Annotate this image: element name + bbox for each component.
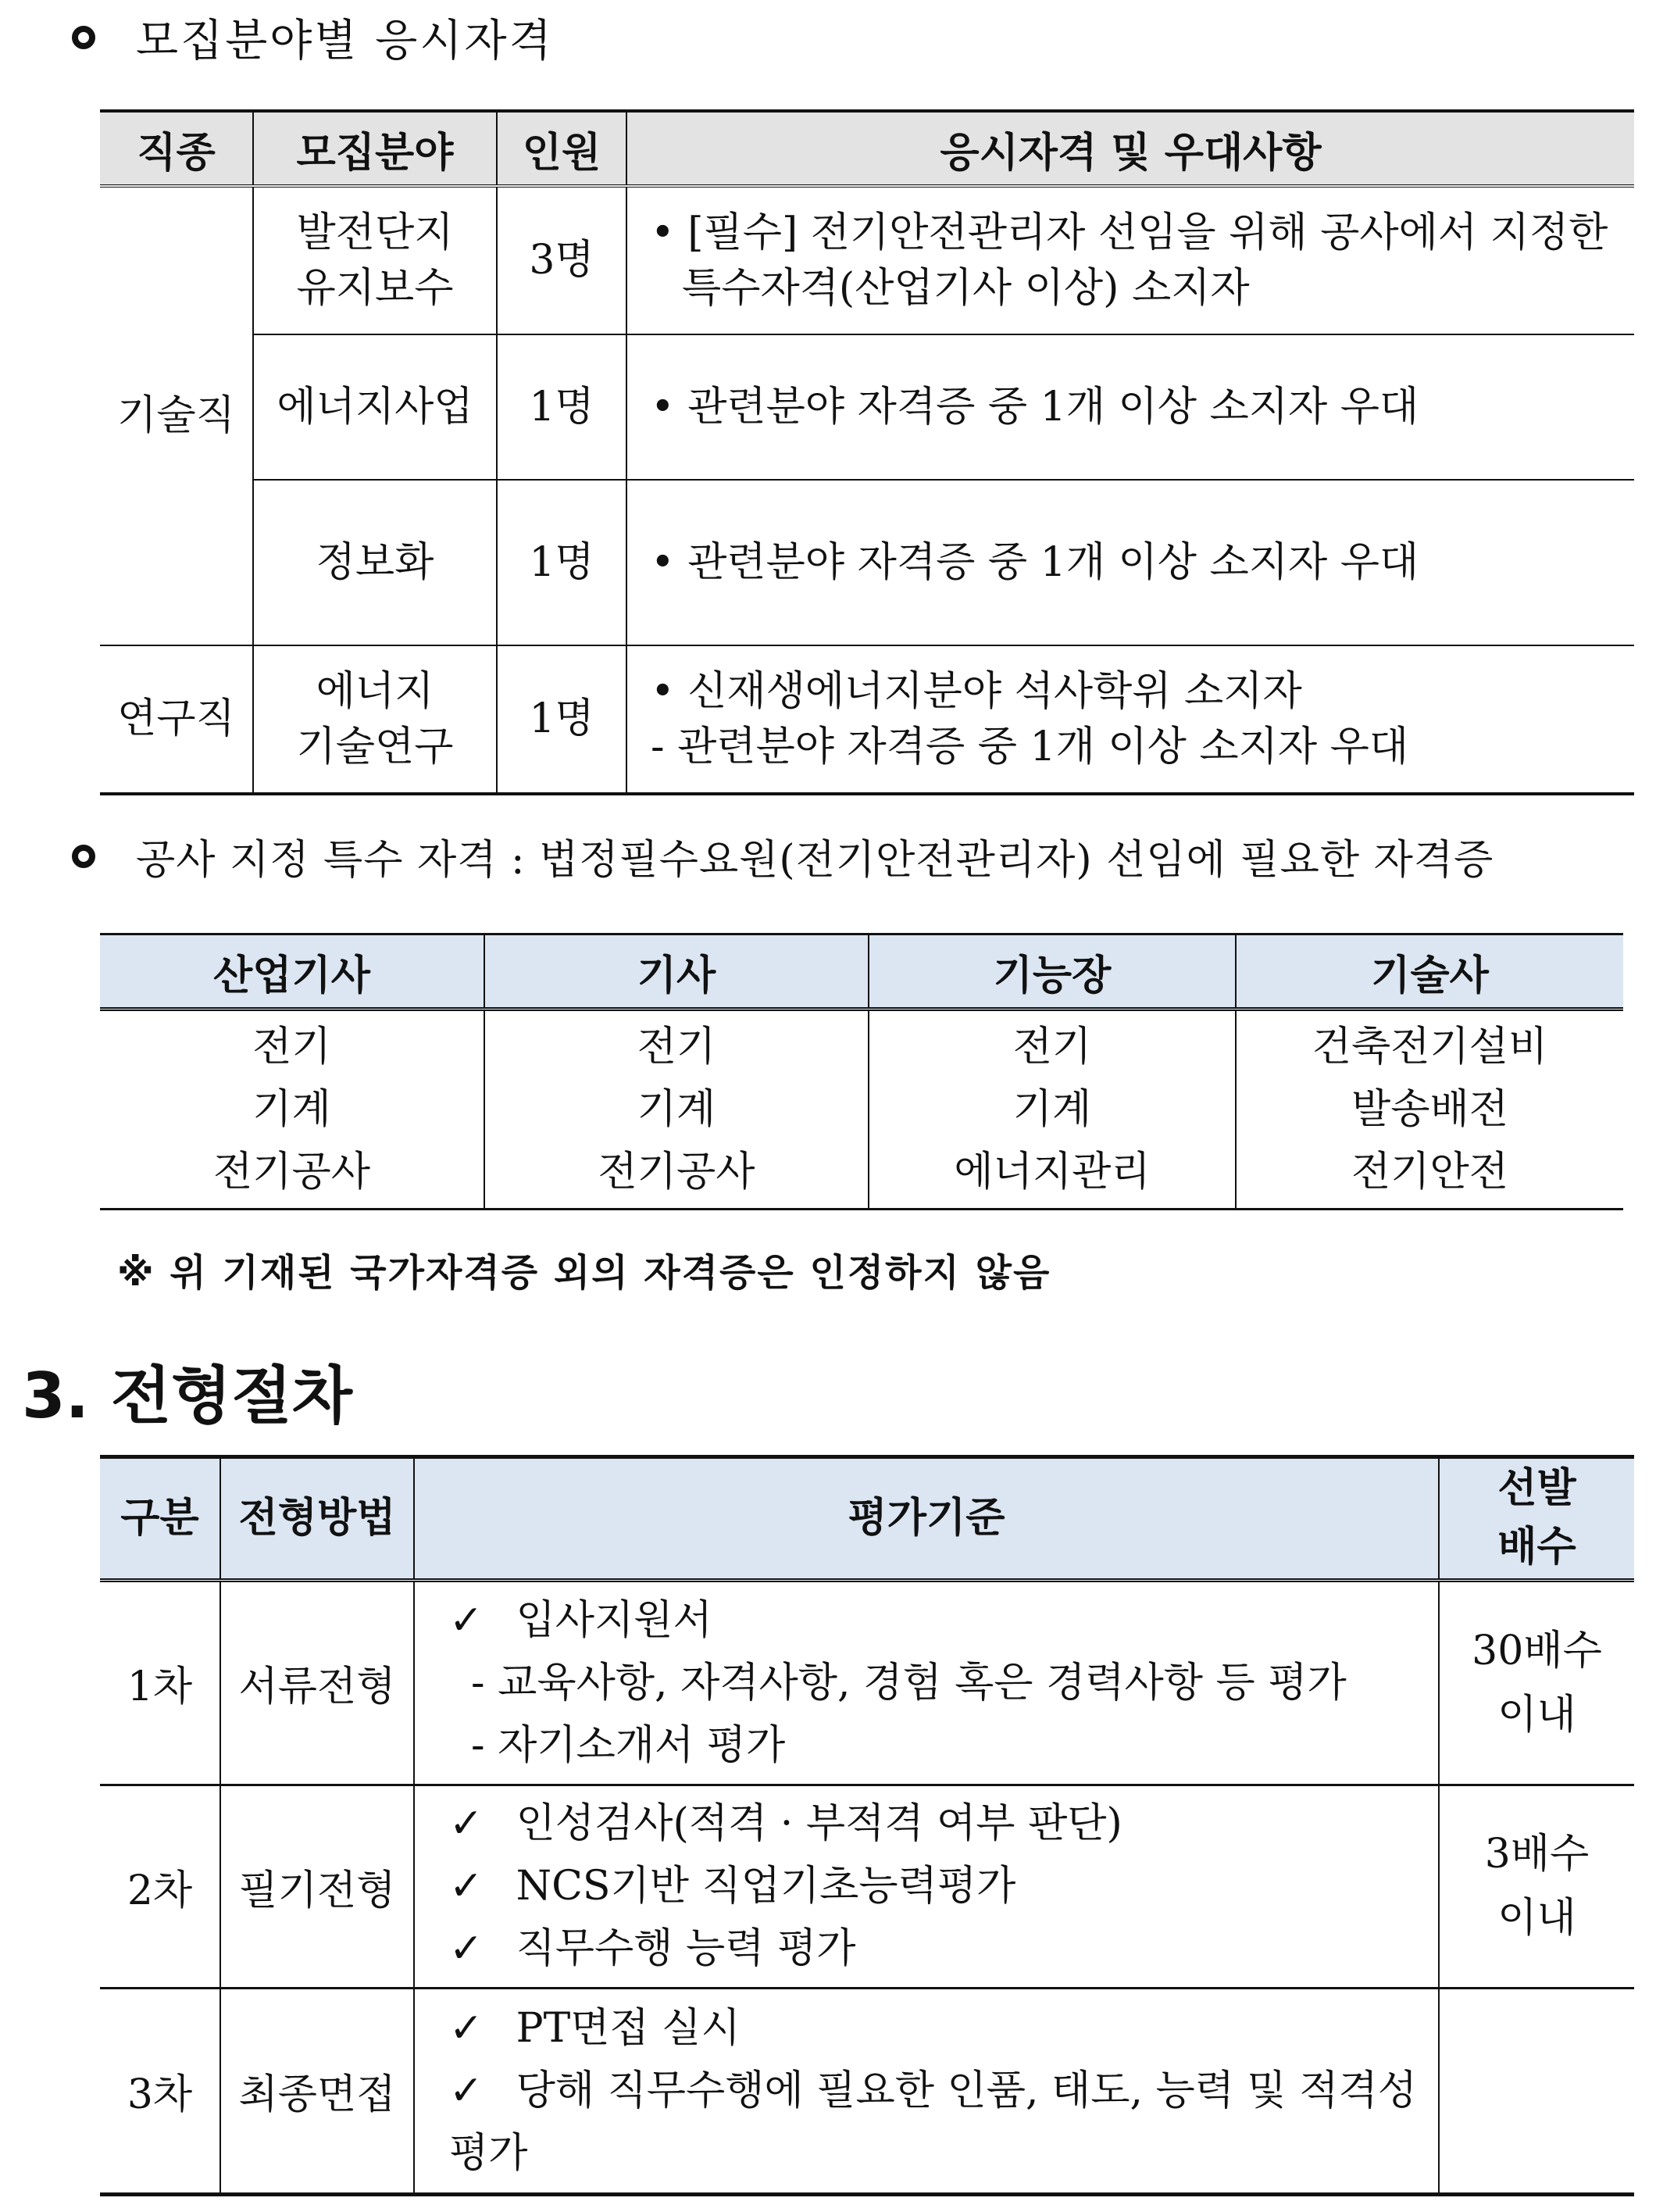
eligibility-header-row — [100, 111, 1634, 186]
list-item: 전기공사 — [598, 1149, 755, 1195]
table-row — [100, 480, 1634, 645]
header-professional-engineer: 기술사 — [1236, 934, 1623, 1010]
checkmark-icon: ✓ — [449, 2067, 484, 2114]
stage-cell: 2차 — [100, 1785, 220, 1988]
list-item: 전기공사 — [213, 1149, 370, 1195]
method-cell: 최종면접 — [220, 1988, 414, 2194]
circle-bullet-icon — [72, 845, 95, 868]
ratio-line: 3배수 — [1484, 1831, 1590, 1878]
field-cell: 에너지사업 — [253, 334, 497, 480]
stage-cell: 3차 — [100, 1988, 220, 2194]
criteria-text: NCS기반 직업기초능력평가 — [516, 1863, 1016, 1910]
certification-note: ※ 위 기재된 국가자격증 외의 자격증은 인정하지 않음 — [117, 1251, 1051, 1295]
ratio-cell — [1439, 1785, 1634, 1988]
field-line: 기술연구 — [296, 723, 454, 770]
list-item: 기계 — [1012, 1086, 1092, 1133]
qual-cell — [626, 186, 1634, 334]
method-cell: 필기전형 — [220, 1785, 414, 1988]
checkmark-icon: ✓ — [449, 1800, 484, 1848]
qual-line: • 신재생에너지분야 석사학위 소지자 — [651, 668, 1302, 716]
cert-column — [100, 1010, 484, 1210]
ratio-cell — [1439, 1988, 1634, 2194]
header-stage: 구분 — [100, 1457, 220, 1581]
count-cell: 3명 — [497, 186, 626, 334]
field-line: 유지보수 — [296, 264, 454, 312]
criteria-line — [449, 1652, 1437, 1714]
criteria-line — [449, 1589, 1437, 1652]
field-line: 발전단지 — [296, 209, 454, 257]
job-research: 연구직 — [100, 645, 253, 794]
criteria-text: 자기소개서 평가 — [498, 1721, 786, 1769]
criteria-text: 입사지원서 — [516, 1596, 712, 1644]
list-item: 발송배전 — [1351, 1086, 1508, 1133]
count-cell: 1명 — [497, 645, 626, 794]
circle-bullet-icon — [72, 26, 95, 49]
qual-line: - 관련분야 자격증 중 1개 이상 소지자 우대 — [651, 723, 1409, 770]
criteria-line — [449, 2060, 1437, 2185]
count-cell: 1명 — [497, 480, 626, 645]
list-item: 에너지관리 — [954, 1149, 1151, 1195]
header-engineer: 기사 — [484, 934, 869, 1010]
cert-column — [869, 1010, 1236, 1210]
criteria-text: 직무수행 능력 평가 — [516, 1925, 856, 1973]
criteria-text: PT면접 실시 — [516, 2004, 741, 2052]
ratio-line: 이내 — [1497, 1895, 1576, 1942]
table-row — [100, 1580, 1634, 1785]
checkmark-icon: ✓ — [449, 1596, 484, 1644]
header-ratio-line: 배수 — [1497, 1524, 1576, 1571]
job-tech: 기술직 — [100, 186, 253, 645]
list-item: 기계 — [252, 1086, 331, 1133]
checkmark-icon: ✓ — [449, 1925, 484, 1973]
list-item: 전기 — [637, 1024, 716, 1070]
criteria-text: 인성검사(적격 · 부적격 여부 판단) — [516, 1800, 1122, 1848]
ratio-cell — [1439, 1580, 1634, 1785]
criteria-cell — [414, 1785, 1439, 1988]
list-item: 건축전기설비 — [1312, 1024, 1548, 1070]
section1-heading — [72, 6, 554, 69]
header-industrial-engineer: 산업기사 — [100, 934, 484, 1010]
header-qualification: 응시자격 및 우대사항 — [626, 111, 1634, 186]
header-job: 직종 — [100, 111, 253, 186]
section1-heading-text: 모집분야별 응시자격 — [136, 16, 554, 66]
certification-header-row — [100, 934, 1623, 1010]
qual-line: • [필수] 전기안전관리자 선임을 위해 공사에서 지정한 — [651, 209, 1608, 257]
dash-bullet: - — [471, 1659, 498, 1706]
list-item: 전기 — [1012, 1024, 1092, 1070]
criteria-line — [449, 1714, 1437, 1777]
qual-cell: • 관련분야 자격증 중 1개 이상 소지자 우대 — [626, 480, 1634, 645]
table-row — [100, 1988, 1634, 2194]
list-item: 기계 — [637, 1086, 716, 1133]
header-ratio-line: 선발 — [1497, 1465, 1576, 1512]
table-row — [100, 186, 1634, 334]
qual-line: 특수자격(산업기사 이상) 소지자 — [682, 264, 1250, 312]
process-header-row — [100, 1457, 1634, 1581]
selection-process-heading: 3. 전형절차 — [22, 1360, 353, 1432]
dash-bullet: - — [471, 1721, 498, 1769]
field-cell: 정보화 — [253, 480, 497, 645]
eligibility-table — [100, 109, 1634, 795]
criteria-text: 당해 직무수행에 필요한 인품, 태도, 능력 및 적격성 평가 — [449, 2067, 1417, 2177]
criteria-line — [449, 1792, 1437, 1855]
qual-cell: • 관련분야 자격증 중 1개 이상 소지자 우대 — [626, 334, 1634, 480]
qual-cell — [626, 645, 1634, 794]
criteria-cell — [414, 1580, 1439, 1785]
criteria-cell — [414, 1988, 1439, 2194]
table-row — [100, 1785, 1634, 1988]
criteria-line — [449, 1917, 1437, 1980]
count-cell: 1명 — [497, 334, 626, 480]
field-line: 에너지 — [316, 668, 434, 716]
header-criteria: 평가기준 — [414, 1457, 1439, 1581]
header-field: 모집분야 — [253, 111, 497, 186]
list-item: 전기 — [252, 1024, 331, 1070]
header-count: 인원 — [497, 111, 626, 186]
ratio-line: 이내 — [1497, 1691, 1576, 1739]
selection-process-table — [100, 1455, 1634, 2196]
checkmark-icon: ✓ — [449, 2004, 484, 2052]
field-cell — [253, 186, 497, 334]
header-method: 전형방법 — [220, 1457, 414, 1581]
ratio-line: 30배수 — [1472, 1627, 1602, 1674]
stage-cell: 1차 — [100, 1580, 220, 1785]
header-ratio — [1439, 1457, 1634, 1581]
criteria-line — [449, 1855, 1437, 1917]
table-row — [100, 334, 1634, 480]
table-row — [100, 645, 1634, 794]
header-master-craftsman: 기능장 — [869, 934, 1236, 1010]
cert-column — [484, 1010, 869, 1210]
method-cell: 서류전형 — [220, 1580, 414, 1785]
criteria-text: 교육사항, 자격사항, 경험 혹은 경력사항 등 평가 — [498, 1659, 1347, 1706]
certification-table — [100, 933, 1623, 1210]
list-item: 전기안전 — [1351, 1149, 1508, 1195]
criteria-line — [449, 1997, 1437, 2060]
section2-heading — [72, 827, 1494, 885]
table-row — [100, 1010, 1623, 1210]
section2-heading-text: 공사 지정 특수 자격 : 법정필수요원(전기안전관리자) 선임에 필요한 자격증 — [136, 837, 1494, 884]
field-cell — [253, 645, 497, 794]
cert-column — [1236, 1010, 1623, 1210]
checkmark-icon: ✓ — [449, 1863, 484, 1910]
